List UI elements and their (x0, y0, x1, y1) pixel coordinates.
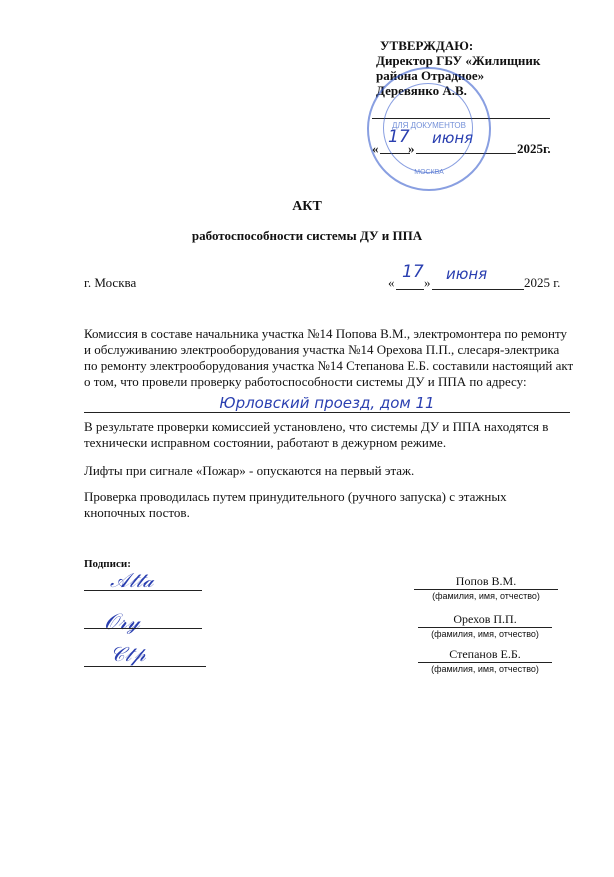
signature-3: 𝒞𝓉𝓅 (110, 642, 146, 666)
approval-date-year: 2025г. (517, 141, 551, 156)
signer-name-3: Степанов Е.Б. (449, 647, 521, 661)
paragraph-commission: Комиссия в составе начальника участка №14 Попова В.М., электромонтера по ремонту и обслуживанию электрооборудования участка №14 Орехова П.П., слесаря-электрика по ремонту электрооборудования участка №14 Степанова Е.Б. составили настоящий акт о том, что провели проверку работоспособности системы ДУ и ППА по адресу: (84, 326, 574, 389)
document-subtitle: работоспособности системы ДУ и ППА (191, 228, 423, 243)
official-stamp (367, 67, 491, 191)
date-year: 2025 г. (524, 275, 561, 290)
signature-line-1 (84, 590, 202, 591)
approval-line-3: Деревянко А.В. (376, 83, 467, 98)
signature-line-2 (84, 628, 202, 629)
date-month-line (432, 289, 524, 290)
signer-name-2: Орехов П.П. (453, 612, 517, 626)
date-day: 17 (402, 262, 424, 282)
approval-line-1: Директор ГБУ «Жилищник (376, 53, 541, 68)
date-day-line (396, 289, 424, 290)
signature-1: 𝒜𝓉𝓉𝒶 (110, 568, 154, 592)
address-line (84, 412, 570, 413)
signature-2: 𝒪𝓇𝓎 (104, 610, 140, 635)
paragraph-result: В результате проверки комиссией установлено, что системы ДУ и ППА находятся в технически исправном состоянии, работают в дежурном режиме. (84, 419, 549, 450)
approval-date-month: июня (432, 129, 474, 147)
date-close: » (424, 275, 431, 290)
approval-date-open: « (372, 141, 379, 156)
approval-date-day: 17 (388, 127, 410, 147)
document-title: АКТ (292, 199, 322, 214)
signer-caption-2: (фамилия, имя, отчество) (431, 629, 539, 639)
stamp-city: МОСКВА (414, 169, 444, 176)
stamp-text: ДЛЯ ДОКУМЕНТОВ (391, 121, 466, 130)
signer-name-1: Попов В.М. (455, 574, 517, 588)
date-month: июня (446, 265, 488, 283)
signer-caption-1: (фамилия, имя, отчество) (432, 591, 540, 601)
approval-date-close: » (408, 141, 415, 156)
signer-caption-3: (фамилия, имя, отчество) (431, 664, 539, 674)
date-open: « (388, 275, 395, 290)
approval-heading: УТВЕРЖДАЮ: (380, 38, 474, 53)
signer-name-line-3 (418, 662, 552, 663)
approval-line-2: района Отрадное» (376, 68, 485, 83)
paragraph-method: Проверка проводилась путем принудительного (ручного запуска) с этажных кнопочных постов. (84, 489, 507, 520)
signatures-label: Подписи: (84, 558, 131, 570)
signer-name-line-2 (418, 627, 552, 628)
place-city: г. Москва (84, 275, 137, 290)
signature-line-3 (84, 666, 206, 667)
signer-name-line-1 (414, 589, 558, 590)
paragraph-lifts: Лифты при сигнале «Пожар» - опускаются на первый этаж. (84, 463, 415, 478)
address-handwritten: Юрловский проезд, дом 11 (219, 394, 435, 412)
